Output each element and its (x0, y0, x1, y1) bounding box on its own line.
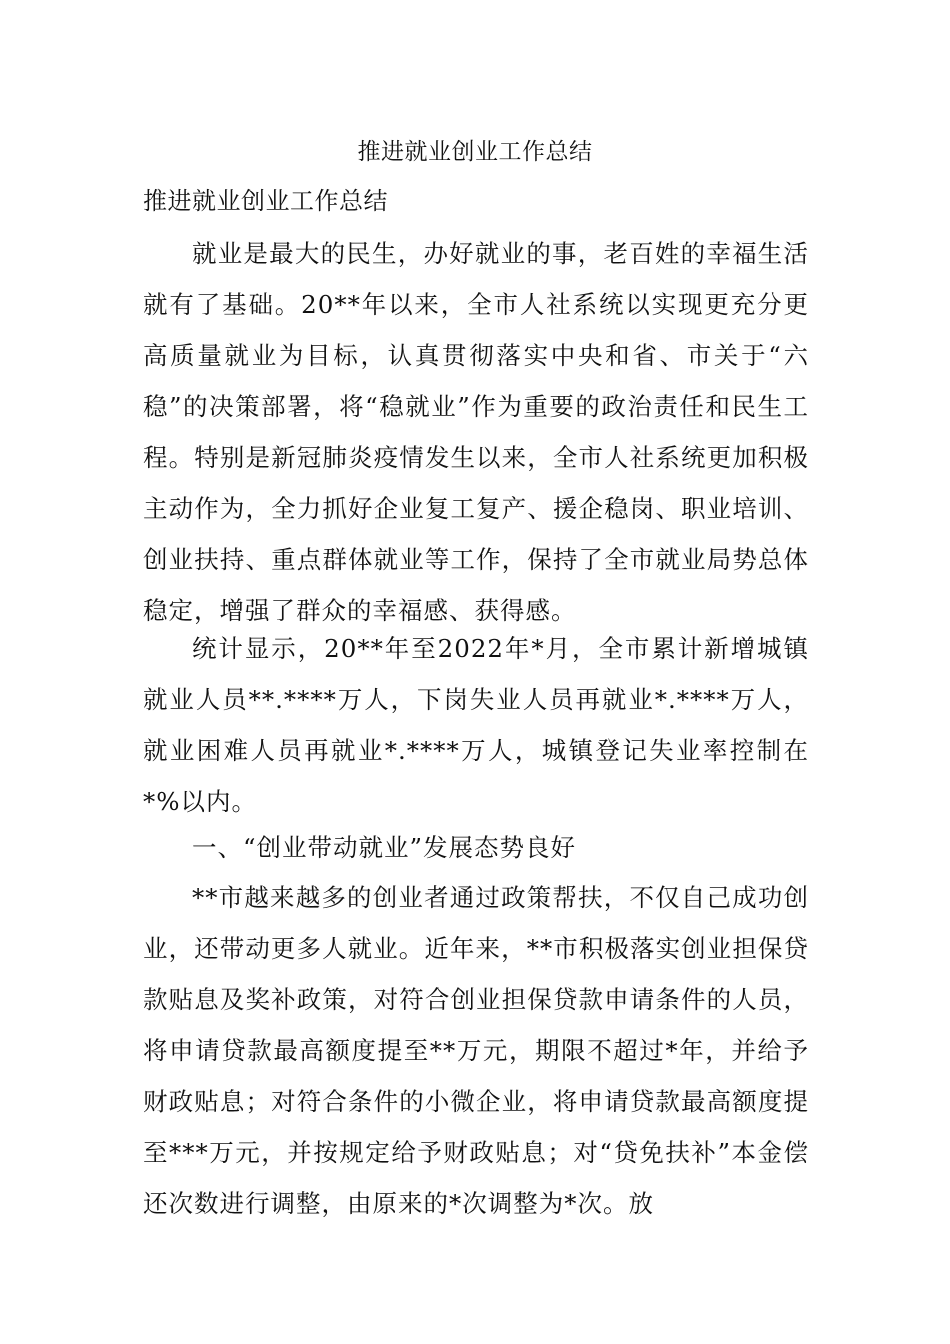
paragraph-section-one: **市越来越多的创业者通过政策帮扶，不仅自己成功创业，还带动更多人就业。近年来，**市积极落实创业担保贷款贴息及奖补政策，对符合创业担保贷款申请条件的人员，将申请贷款最高额度提至**万元，期限不超过*年，并给予财政贴息；对符合条件的小微企业，将申请贷款最高额度提至***万元，并按规定给予财政贴息；对“贷免扶补”本金偿还次数进行调整，由原来的*次调整为*次。放 (143, 883, 809, 1218)
document-subtitle: 推进就业创业工作总结 (143, 187, 388, 215)
paragraph-intro: 就业是最大的民生，办好就业的事，老百姓的幸福生活就有了基础。20**年以来，全市人社系统以实现更充分更高质量就业为目标，认真贯彻落实中央和省、市关于“六稳”的决策部署，将“稳就业”作为重要的政治责任和民生工程。特别是新冠肺炎疫情发生以来，全市人社系统更加积极主动作为，全力抓好企业复工复产、援企稳岗、职业培训、创业扶持、重点群体就业等工作，保持了全市就业局势总体稳定，增强了群众的幸福感、获得感。 (143, 239, 809, 625)
paragraph-statistics: 统计显示，20**年至2022年*月，全市累计新增城镇就业人员**.****万人，下岗失业人员再就业*.****万人，就业困难人员再就业*.****万人，城镇登记失业率控制在*%以内。 (143, 634, 809, 816)
section-heading: 一、“创业带动就业”发展态势良好 (192, 833, 577, 862)
document-title: 推进就业创业工作总结 (357, 139, 593, 165)
